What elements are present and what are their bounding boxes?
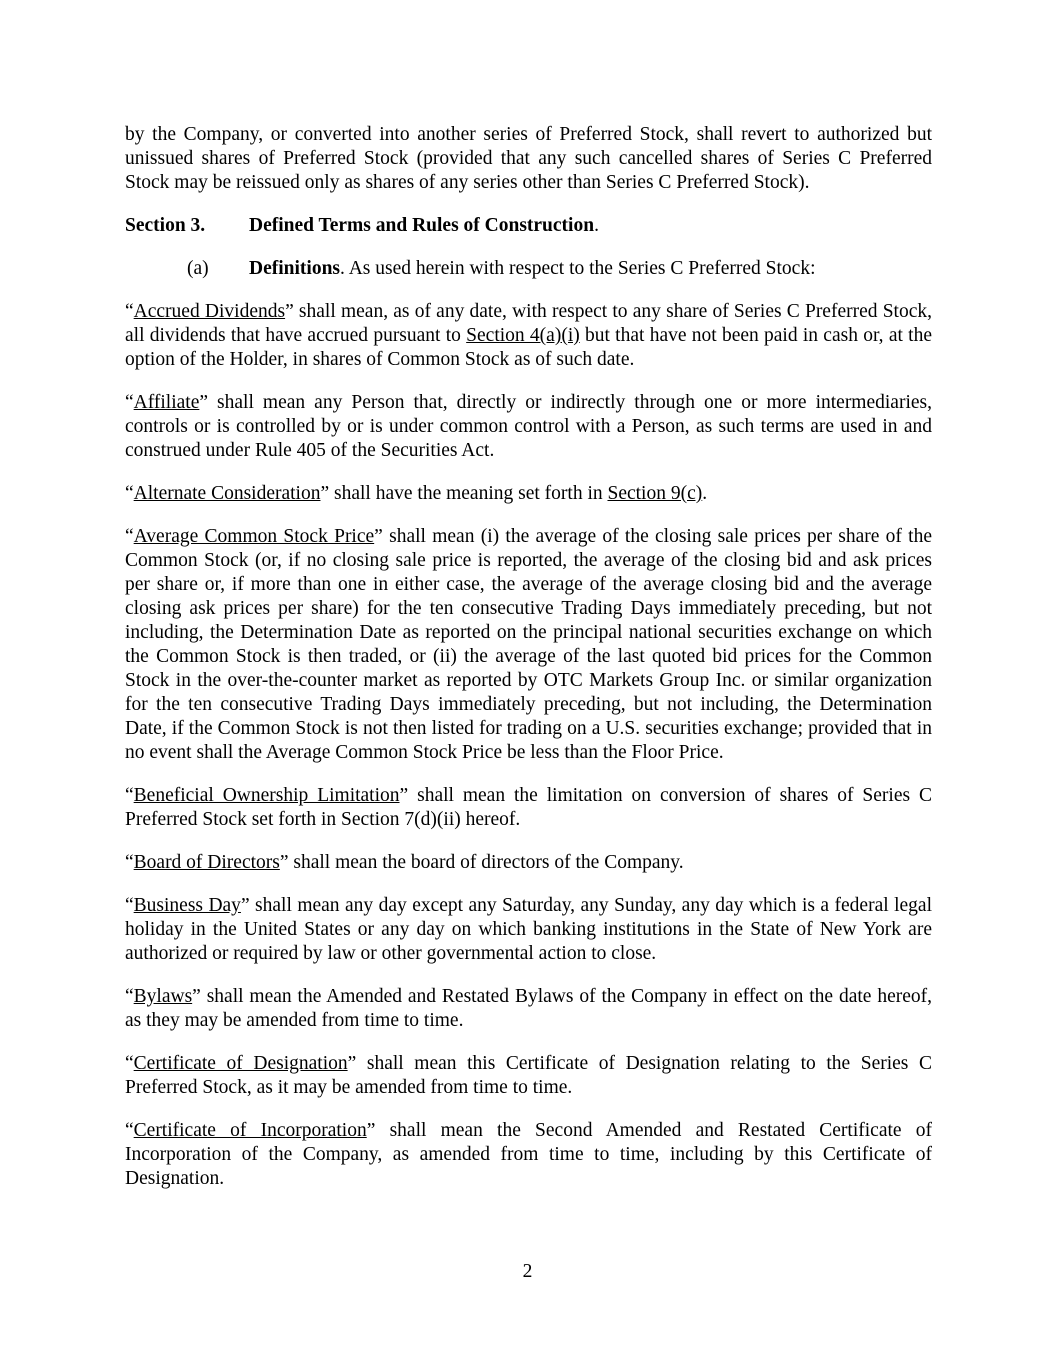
page-body (125, 123, 932, 1191)
defined-term: Beneficial Ownership Limitation (133, 785, 400, 806)
defined-term: Accrued Dividends (133, 301, 286, 322)
open-quote: “ (125, 1053, 134, 1074)
definition-accrued-dividends (125, 300, 932, 372)
definition-business-day (125, 894, 932, 966)
definition-text: ” shall mean, as of any date, with respect to any share of Series C Preferred Stock, all dividends that have accrued pursuant to (125, 301, 933, 346)
definition-certificate-of-incorporation (125, 1119, 932, 1191)
section-reference: Section 9(c) (607, 483, 703, 504)
open-quote: “ (125, 483, 134, 504)
open-quote: “ (125, 301, 134, 322)
open-quote: “ (125, 986, 134, 1007)
definition-bylaws (125, 985, 932, 1033)
open-quote: “ (125, 852, 134, 873)
page-number: 2 (522, 1261, 533, 1282)
definition-text: . (702, 483, 708, 504)
definition-certificate-of-designation (125, 1052, 932, 1100)
section-reference: Section 4(a)(i) (466, 325, 580, 346)
definition-average-common-stock-price (125, 525, 932, 765)
definition-text: ” shall mean the board of directors of the Company. (279, 852, 684, 873)
definition-text: ” shall mean any Person that, directly or indirectly through one or more intermediaries, controls or is controlled by or is under common control with a Person, as such terms are used in and construed under Rule 405 of the Securities Act. (125, 392, 932, 461)
definition-text: ” shall mean any day except any Saturday, any Sunday, any day which is a federal legal holiday in the United States or any day on which banking institutions in the State of New York are authorized or required by law or other governmental action to close. (125, 895, 932, 964)
section-title-period: . (594, 215, 599, 236)
open-quote: “ (125, 526, 134, 547)
definition-affiliate (125, 391, 932, 463)
defined-term: Alternate Consideration (133, 483, 321, 504)
subsection-intro: . As used herein with respect to the Series C Preferred Stock: (340, 258, 816, 279)
subsection-title: Definitions (249, 258, 341, 279)
defined-term: Bylaws (133, 986, 193, 1007)
defined-term: Certificate of Incorporation (133, 1120, 367, 1141)
section-number: Section 3. (125, 215, 206, 236)
definition-beneficial-ownership-limitation (125, 784, 932, 832)
defined-term: Average Common Stock Price (133, 526, 375, 547)
defined-term: Certificate of Designation (133, 1053, 348, 1074)
definition-text: ” shall mean (i) the average of the closing sale prices per share of the Common Stock (or, if no closing sale price is reported, the average of the closing bid and ask prices per share or, if more than one in either case, the average of the average closing bid and the average closing ask prices per share) for the ten consecutive Trading Days immediately preceding, but not including, the Determination Date as reported on the principal national securities exchange on which the Common Stock is then traded, or (ii) the average of the last quoted bid prices for the Common Stock in the over-the-counter market as reported by OTC Markets Group Inc. or similar organization for the ten consecutive Trading Days immediately preceding, but not including, the Determination Date, if the Common Stock is not then listed for trading on a U.S. securities exchange; provided that in no event shall the Average Common Stock Price be less than the Floor Price. (125, 526, 933, 763)
defined-term: Board of Directors (133, 852, 280, 873)
section-title: Defined Terms and Rules of Construction (249, 215, 595, 236)
definition-text: ” shall mean the Second Amended and Restated Certificate of Incorporation of the Company, as amended from time to time, including by this Certificate of Designation. (125, 1120, 932, 1189)
open-quote: “ (125, 785, 134, 806)
section-3-heading (125, 214, 932, 238)
subsection-a-heading (125, 257, 932, 281)
definition-text: ” shall mean the limitation on conversion of shares of Series C Preferred Stock set forth in Section 7(d)(ii) hereof. (125, 785, 933, 830)
intro-paragraph: by the Company, or converted into another series of Preferred Stock, shall revert to authorized but unissued shares of Preferred Stock (provided that any such cancelled shares of Series C Preferred Stock may be reissued only as shares of any series other than Series C Preferred Stock). (125, 124, 932, 193)
subsection-label: (a) (187, 258, 209, 279)
definition-text: but that have not been paid in cash or, at the option of the Holder, in shares of Common Stock as of such date. (125, 325, 932, 370)
definition-text: ” shall mean this Certificate of Designation relating to the Series C Preferred Stock, as it may be amended from time to time. (125, 1053, 932, 1098)
defined-term: Affiliate (133, 392, 200, 413)
open-quote: “ (125, 895, 134, 916)
definition-text: ” shall have the meaning set forth in (320, 483, 608, 504)
definition-board-of-directors (125, 851, 932, 875)
open-quote: “ (125, 1120, 134, 1141)
definition-alternate-consideration (125, 482, 932, 506)
defined-term: Business Day (133, 895, 241, 916)
definition-text: ” shall mean the Amended and Restated Bylaws of the Company in effect on the date hereof, as they may be amended from time to time. (125, 986, 932, 1031)
open-quote: “ (125, 392, 134, 413)
